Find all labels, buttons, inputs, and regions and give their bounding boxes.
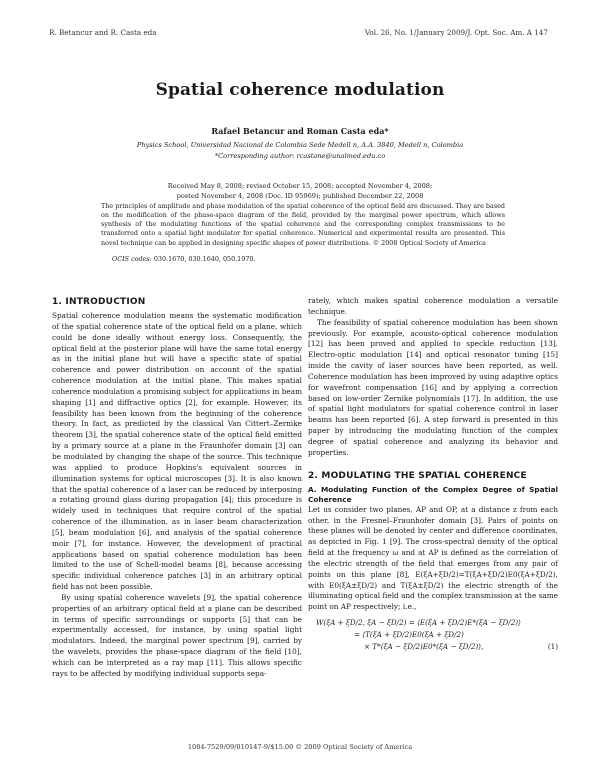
author-list: Rafael Betancur and Roman Casta eda* (211, 126, 389, 136)
affiliation-block (0, 140, 600, 161)
intro-paragraph-4: The feasibility of spatial coherence modulation has been shown previously. For example, acousto-optical coherence modulation [12] has been proved and applied to speckle reduction [13]. Electro-optic modulation [14] and optical resonator tuning [15] inside the cavity of laser sources have been reported, as well. Coherence modulation has been improved by using adaptive optics for wavefront compensation [16] and by applying a correction based on low-order Zernike polynomials [17]. In addition, the use of spatial light modulators for spatial coherence control in laser beams has been reported [6]. A step forward is presented in this paper by introducing the modulating function of the complex degree of spatial coherence and analyzing its behavior and properties. (308, 317, 558, 457)
ocis-label: OCIS codes: (112, 255, 152, 263)
section-2-paragraph-1: Let us consider two planes, AP and OP, at a distance z from each other, in the Fresnel–Fraunhofer domain [3]. Pairs of points on these planes will be denoted by center and difference coordinates, as depicted in Fig. 1 [9]. The cross-spectral density of the optical field at the frequency ω and at AP is defined as the correlation of the electric strength of the field that emerges from any pair of points on this plane [8], E(ξA+ξD/2)=T(ξA+ξD/2)E0(ξA+ξD/2), with E0(ξA±ξD/2) and T(ξA±ξD/2) the electric strength of the illuminating optical field and the complex transmission at the same point on AP respectively; i.e., (308, 504, 558, 612)
equation-line-2: = ⟨T(ξA + ξD/2)E0(ξA + ξD/2) (354, 630, 464, 640)
received-dates (80, 181, 520, 201)
section-spacer (308, 459, 558, 470)
intro-paragraph-3: rately, which makes spatial coherence modulation a versatile technique. (308, 296, 558, 316)
section-2-heading: 2. MODULATING THE SPATIAL COHERENCE (308, 470, 527, 481)
intro-paragraph-2: By using spatial coherence wavelets [9], the spatial coherence properties of an arbitrary optical field at a plane can be described in terms of specific surroundings or supports [5] that can be experimentally accessed, for instance, by using spatial light modulators. Indeed, the marginal power spectrum [9], carried by the wavelets, provides the phase-space diagram of the field [10], which can be interpreted as a ray map [11]. This allows specific rays to be affected by modifying individual supports sepa- (52, 592, 302, 678)
equation-1 (308, 617, 558, 653)
ocis-values: 030.1670, 030.1640, 050.1970. (153, 255, 256, 263)
left-column (52, 296, 302, 680)
affiliation-line: Physics School, Universidad Nacional de Colombia Sede Medell n, A.A. 3840, Medell n, Colombia (136, 141, 464, 149)
subsection-a-heading: A. Modulating Function of the Complex Degree of Spatial Coherence (308, 484, 558, 504)
ocis-codes (112, 255, 255, 263)
received-line-2: posted November 4, 2008 (Doc. ID 95969); published December 22, 2008 (176, 192, 424, 200)
intro-paragraph-1: Spatial coherence modulation means the systematic modification of the spatial coherence state of the optical field on a plane, which could be done ideally without energy loss. Consequently, the optical field at the posterior plane will have the same total energy as in the initial plane but will have a specific state of spatial coherence and power distribution on account of the spatial coherence modulation at the initial plane. This makes spatial coherence modulation a promising subject for applications in beam shaping [1] and diffractive optics [2], for example. However, its feasibility has been known from the beginning of the coherence theory. In fact, as predicted by the classical Van Cittert–Zernike theorem [3], the spatial coherence state of the optical field emitted by a primary source at a plane in the Fraunhofer domain [3] can be modulated by changing the shape of the source. This technique was applied to produce Hopkins's equivalent sources in illumination systems for optical microscopes [3]. It is also known that the spatial coherence of a laser can be reduced by interposing a rotating ground glass during propagation [4]; this procedure is widely used in techniques that require control of the spatial coherence of the illumination, as in laser beam characterization [5], beam modulation [6], and analysis of the spatial coherence moir [7], for instance. However, the development of practical applications based on spatial coherence modulation has been limited to the use of Schell-model beams [8], because accessing specific individual coherence patches [3] in an arbitrary optical field has not been possible. (52, 311, 302, 592)
section-1-heading: 1. INTRODUCTION (52, 297, 146, 307)
running-header-journal: Vol. 26, No. 1/January 2009/J. Opt. Soc. Am. A 147 (364, 28, 548, 37)
equation-number: (1) (547, 642, 558, 652)
right-column (308, 296, 558, 653)
equation-line-1: W(ξA + ξD/2, ξA − ξD/2) = ⟨E(ξA + ξD/2)E*(ξA − ξD/2)⟩ (316, 618, 521, 628)
received-line-1: Received May 8, 2008; revised October 15, 2008; accepted November 4, 2008; (167, 182, 433, 190)
paper-title: Spatial coherence modulation (155, 80, 445, 100)
running-header-authors: R. Betancur and R. Casta eda (49, 28, 157, 37)
page-footer: 1084-7529/09/010147-9/$15.00 © 2009 Optical Society of America (187, 743, 413, 751)
abstract: The principles of amplitude and phase modulation of the spatial coherence of the optical field are discussed. They are based on the modification of the phase-space diagram of the field, provided by the marginal power spectrum, which allows synthesis of the modulating functions of the spatial coherence and the corresponding complex transmissions to be transferred onto a spatial light modulator for spatial coherence. Numerical and experimental results are presented. This novel technique can be applied in designing specific shapes of power distributions. © 2008 Optical Society of America (101, 202, 505, 247)
corresponding-author: *Corresponding author: rcastane@unalmed.edu.co (214, 151, 386, 160)
equation-line-3: × T*(ξA − ξD/2)E0*(ξA − ξD/2)⟩, (364, 642, 484, 652)
